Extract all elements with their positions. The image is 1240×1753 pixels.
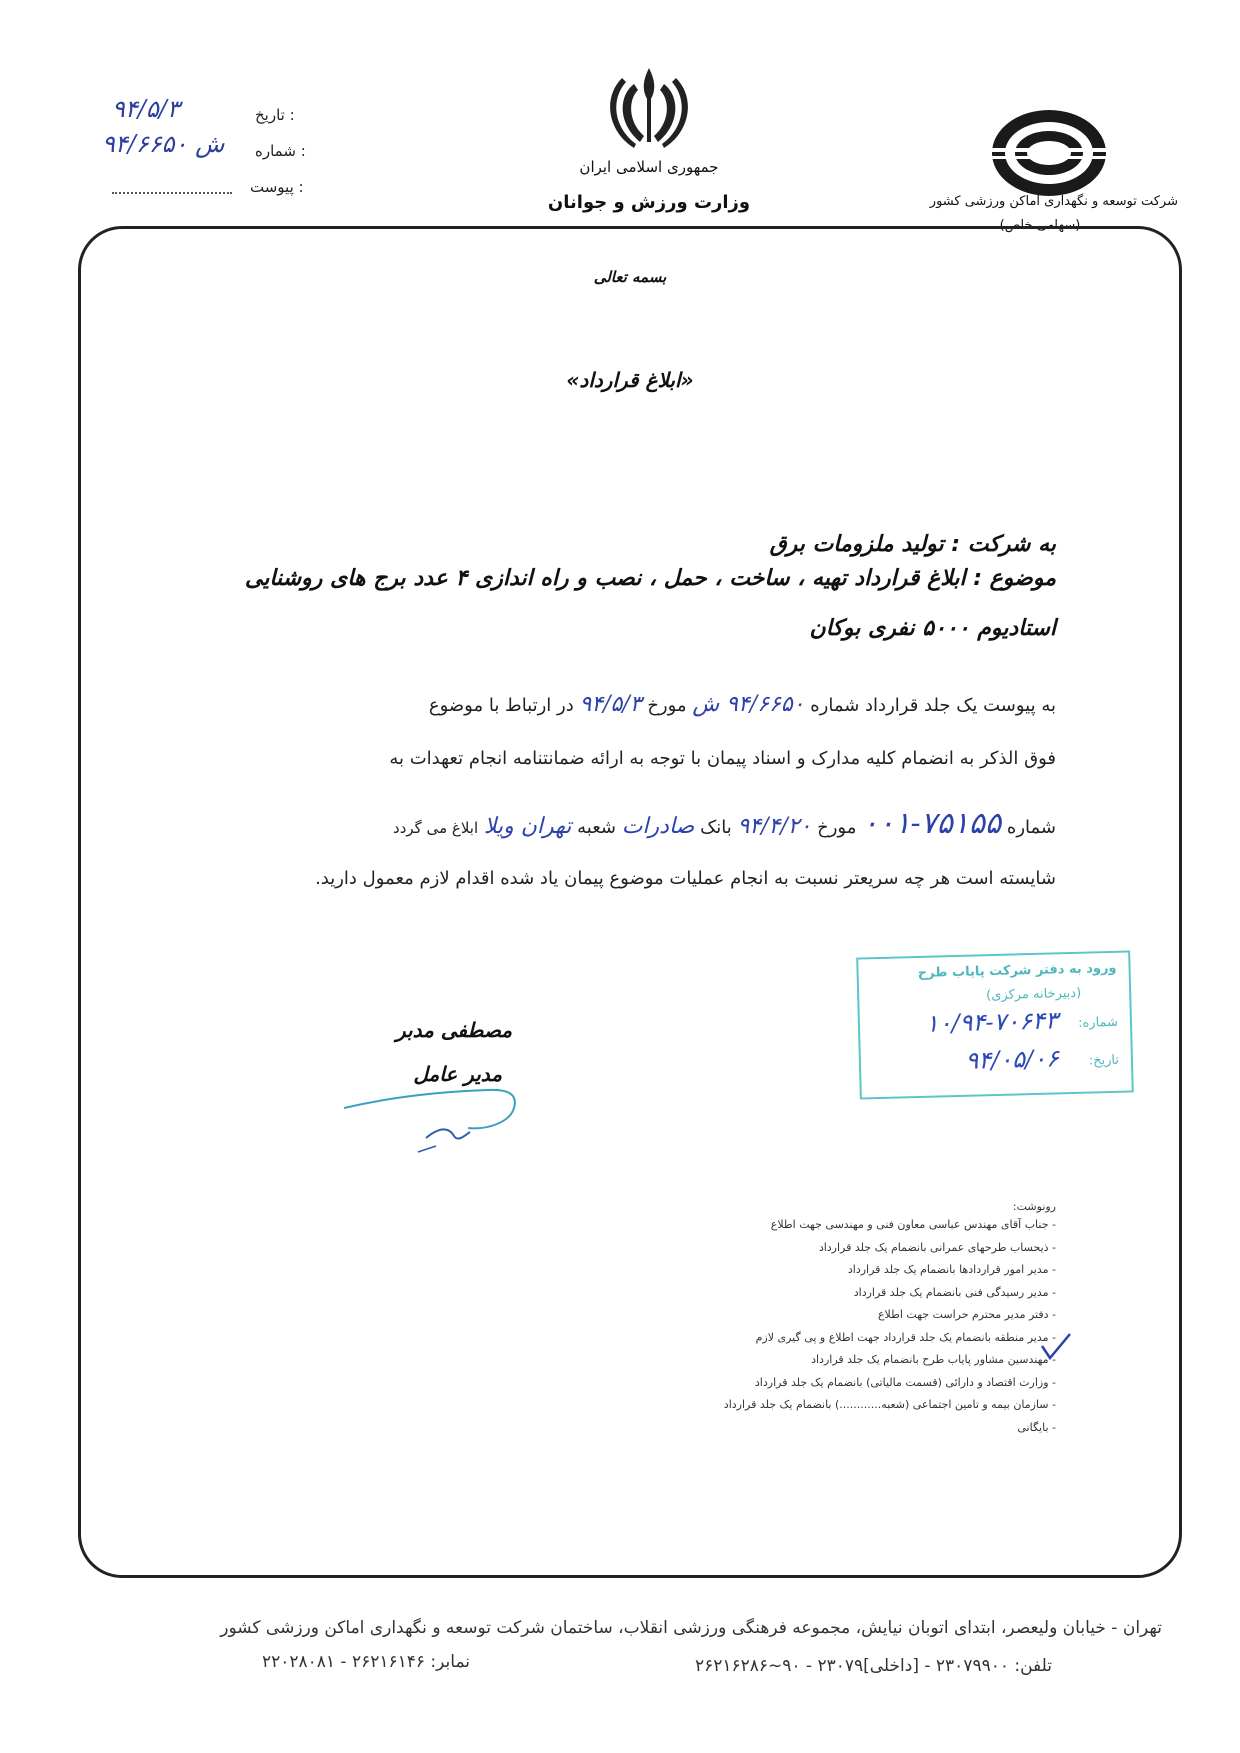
cc-item: - جناب آقای مهندس عباسی معاون فنی و مهندسی جهت اطلاع <box>724 1214 1056 1237</box>
guarantee-date-handwritten: ۹۴/۴/۲۰ <box>737 814 812 839</box>
date-label: تاریخ : <box>255 106 295 124</box>
signer-name: مصطفی مدبر <box>395 1018 512 1042</box>
footer-address: تهران - خیابان ولیعصر، ابتدای اتوبان نیایش، مجموعه فرهنگی ورزشی انقلاب، ساختمان شرکت توسعه و نگهداری اماکن ورزشی کشور <box>220 1618 1162 1638</box>
cc-item: - مدیر منطقه بانضمام یک جلد قرارداد جهت اطلاع و پی گیری لازم <box>724 1327 1056 1350</box>
stamp-number-value: ۱۰/۹۴-۷۰۶۴۳ <box>925 1006 1059 1038</box>
company-logo-icon <box>990 108 1108 198</box>
stamp-line-1: ورود به دفتر شرکت پایاب طرح <box>917 960 1117 981</box>
cc-item: - دفتر مدیر محترم حراست جهت اطلاع <box>724 1304 1056 1327</box>
recipient-line: به شرکت : تولید ملزومات برق <box>769 532 1056 557</box>
subject-line-1: موضوع : ابلاغ قرارداد تهیه ، ساخت ، حمل ، نصب و راه اندازی ۴ عدد برج های روشنایی <box>244 566 1056 591</box>
stamp-line-2: (دبیرخانه مرکزی) <box>985 985 1082 1004</box>
date-value: ۹۴/۵/۳ <box>112 95 180 123</box>
cc-item: - وزارت اقتصاد و دارائی (قسمت مالیاتی) بانضمام یک جلد قرارداد <box>724 1372 1056 1395</box>
signer-title: مدیر عامل <box>413 1062 502 1086</box>
body-3-text-d: شعبه <box>577 817 616 838</box>
cc-item: - سازمان بیمه و تامین اجتماعی (شعبه............) بانضمام یک جلد قرارداد <box>724 1394 1056 1417</box>
stamp-date-value: ۹۴/۰۵/۰۶ <box>965 1044 1060 1075</box>
emblem-title-1: جمهوری اسلامی ایران <box>579 158 719 176</box>
body-line-1 <box>176 692 1056 717</box>
attachment-blank <box>112 192 232 194</box>
footer-fax: نمابر: ۲۶۲۱۶۱۴۶ - ۲۲۰۲۸۰۸۱ <box>261 1652 470 1672</box>
company-name: شرکت توسعه و نگهداری اماکن ورزشی کشور <box>929 194 1178 209</box>
contract-date-handwritten: ۹۴/۵/۳ <box>579 692 642 717</box>
cc-item: - بایگانی <box>724 1417 1056 1440</box>
subject-line-2: استادیوم ۵۰۰۰ نفری بوکان <box>809 616 1056 641</box>
checkmark-icon <box>1038 1330 1074 1364</box>
body-1-text-b: مورخ <box>647 695 687 716</box>
receipt-stamp <box>856 950 1134 1099</box>
body-3-text-b: مورخ <box>817 817 857 838</box>
bank-name-handwritten: صادرات <box>621 814 695 839</box>
body-1-text-a: به پیوست یک جلد قرارداد شماره <box>810 695 1056 716</box>
emblem-title-2: وزارت ورزش و جوانان <box>547 192 751 213</box>
body-line-3 <box>176 806 1056 841</box>
company-type: (سهامی خاص) <box>999 218 1081 233</box>
basmala: بسمه تعالی <box>593 268 667 286</box>
stamp-date-label: تاریخ: <box>1088 1052 1120 1069</box>
cc-heading: رونوشت: <box>1012 1200 1056 1213</box>
contract-number-handwritten: ۹۴/۶۶۵۰ ش <box>692 692 805 717</box>
footer-phone: تلفن: ۲۳۰۷۹۹۰۰ - [داخلی]۲۳۰۷۹ - ۹۰~۲۶۲۱۶۲۸۶ <box>694 1656 1052 1676</box>
branch-name-handwritten: تهران ویلا <box>483 814 572 839</box>
signature-scribble-icon <box>338 1078 538 1158</box>
body-3-text-e: ابلاغ می گردد <box>393 819 479 837</box>
body-line-4: شایسته است هر چه سریعتر نسبت به انجام عملیات موضوع پیمان یاد شده اقدام لازم معمول دارید. <box>315 868 1056 889</box>
body-line-2: فوق الذکر به انضمام کلیه مدارک و اسناد پیمان با توجه به ارائه ضمانتنامه انجام تعهدات به <box>389 748 1056 769</box>
cc-item: - ذیحساب طرحهای عمرانی بانضمام یک جلد قرارداد <box>724 1237 1056 1260</box>
iran-emblem-icon <box>604 62 694 152</box>
body-3-text-c: بانک <box>700 817 732 838</box>
letter-title: «ابلاغ قرارداد» <box>566 368 694 392</box>
stamp-number-label: شماره: <box>1077 1014 1119 1031</box>
number-label: شماره : <box>255 142 306 160</box>
attachment-label: پیوست : <box>250 178 304 196</box>
body-1-text-c: در ارتباط با موضوع <box>428 695 574 716</box>
cc-item: - مدیر رسیدگی فنی بانضمام یک جلد قرارداد <box>724 1282 1056 1305</box>
cc-list <box>724 1214 1056 1439</box>
cc-item: - مدیر امور قراردادها بانضمام یک جلد قرارداد <box>724 1259 1056 1282</box>
number-value: ۹۴/۶۶۵۰ ش <box>102 130 225 158</box>
guarantee-number-handwritten: ۷۵۱۵۵-۰۰۱ <box>862 806 1002 841</box>
body-3-text-a: شماره <box>1006 817 1056 838</box>
cc-item: - مهندسین مشاور پایاب طرح بانضمام یک جلد قرارداد <box>724 1349 1056 1372</box>
